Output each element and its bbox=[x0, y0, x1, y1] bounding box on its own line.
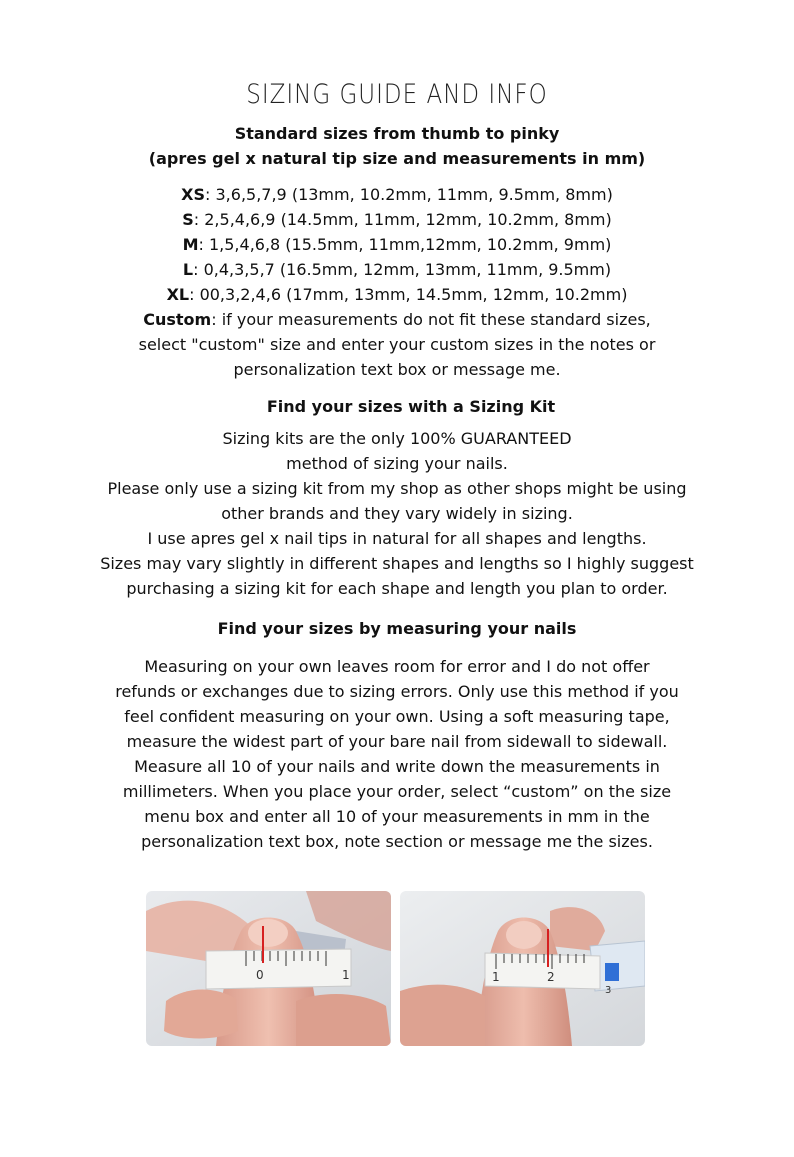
tape-number: 1 bbox=[342, 968, 350, 982]
measuring-text bbox=[0, 654, 794, 854]
custom-size-line1 bbox=[0, 307, 794, 332]
tape-number: 0 bbox=[256, 968, 264, 982]
tape-number: 3 bbox=[605, 985, 612, 996]
measure-line: millimeters. When you place your order, select “custom” on the size bbox=[122, 782, 672, 801]
measuring-heading-wrap bbox=[0, 616, 794, 641]
measure-line: personalization text box, note section or message me the sizes. bbox=[141, 832, 653, 851]
custom-size-line3: personalization text box or message me. bbox=[233, 360, 561, 379]
finger-tape-illustration-left bbox=[146, 891, 391, 1046]
sizing-kit-text bbox=[0, 426, 794, 601]
size-value: : 00,3,2,4,6 (17mm, 13mm, 14.5mm, 12mm, 10.2mm) bbox=[189, 285, 628, 304]
size-value: : 2,5,4,6,9 (14.5mm, 11mm, 12mm, 10.2mm, 8mm) bbox=[193, 210, 612, 229]
tape-measure-photo-left bbox=[146, 891, 391, 1046]
size-row-s bbox=[0, 207, 794, 232]
custom-size-line2: select "custom" size and enter your custom sizes in the notes or bbox=[138, 335, 656, 354]
tape-number: 1 bbox=[492, 970, 500, 984]
size-value: : 1,5,4,6,8 (15.5mm, 11mm,12mm, 10.2mm, 9mm) bbox=[198, 235, 612, 254]
measuring-heading: Find your sizes by measuring your nails bbox=[217, 619, 577, 638]
size-label: S bbox=[182, 210, 194, 229]
size-row-xl bbox=[0, 282, 794, 307]
size-row-l bbox=[0, 257, 794, 282]
size-label: XL bbox=[166, 285, 190, 304]
size-label: L bbox=[182, 260, 194, 279]
kit-line: Please only use a sizing kit from my shop as other shops might be using bbox=[107, 479, 687, 498]
custom-label: Custom bbox=[143, 310, 212, 329]
standard-sizes-heading bbox=[0, 121, 794, 171]
tape-measure-photo-right bbox=[400, 891, 645, 1046]
measure-line: feel confident measuring on your own. Using a soft measuring tape, bbox=[124, 707, 670, 726]
size-list bbox=[0, 182, 794, 382]
kit-line: Sizing kits are the only 100% GUARANTEED bbox=[222, 429, 572, 448]
tape-number: 2 bbox=[547, 970, 555, 984]
size-row-m bbox=[0, 232, 794, 257]
kit-line: method of sizing your nails. bbox=[286, 454, 508, 473]
sizing-kit-heading-wrap bbox=[14, 394, 794, 419]
measure-line: Measure all 10 of your nails and write down the measurements in bbox=[134, 757, 660, 776]
finger-tape-illustration-right bbox=[400, 891, 645, 1046]
measure-line: refunds or exchanges due to sizing errors. Only use this method if you bbox=[115, 682, 679, 701]
sizing-kit-heading: Find your sizes with a Sizing Kit bbox=[266, 397, 556, 416]
kit-line: Sizes may vary slightly in different shapes and lengths so I highly suggest bbox=[100, 554, 694, 573]
measure-line: measure the widest part of your bare nail from sidewall to sidewall. bbox=[126, 732, 668, 751]
measure-line: Measuring on your own leaves room for error and I do not offer bbox=[144, 657, 650, 676]
size-value: : 3,6,5,7,9 (13mm, 10.2mm, 11mm, 9.5mm, 8mm) bbox=[205, 185, 613, 204]
custom-text: : if your measurements do not fit these standard sizes, bbox=[211, 310, 651, 329]
measure-line: menu box and enter all 10 of your measurements in mm in the bbox=[144, 807, 650, 826]
size-row-xs bbox=[0, 182, 794, 207]
kit-line: purchasing a sizing kit for each shape and length you plan to order. bbox=[126, 579, 668, 598]
standard-heading-line1: Standard sizes from thumb to pinky bbox=[234, 124, 560, 143]
size-value: : 0,4,3,5,7 (16.5mm, 12mm, 13mm, 11mm, 9.5mm) bbox=[193, 260, 612, 279]
kit-line: I use apres gel x nail tips in natural for all shapes and lengths. bbox=[147, 529, 647, 548]
size-label: M bbox=[182, 235, 199, 254]
standard-heading-line2: (apres gel x natural tip size and measurements in mm) bbox=[148, 149, 646, 168]
size-label: XS bbox=[181, 185, 206, 204]
page-title: SIZING GUIDE AND INFO bbox=[246, 80, 548, 110]
kit-line: other brands and they vary widely in sizing. bbox=[221, 504, 573, 523]
